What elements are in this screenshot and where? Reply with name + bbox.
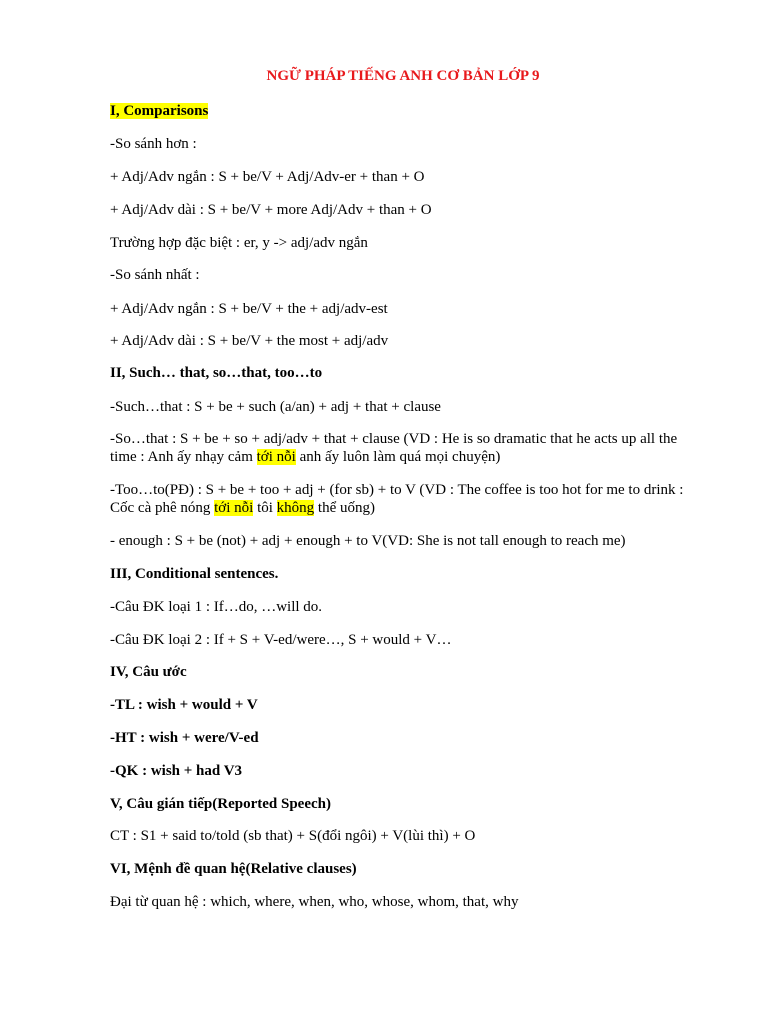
wish-present: -HT : wish + were/V-ed — [110, 730, 259, 746]
too-to-rule — [110, 481, 700, 517]
so-that-highlight: tới nỗi — [256, 449, 296, 465]
superlative-label: -So sánh nhất : — [110, 267, 200, 283]
section-heading-conditionals: III, Conditional sentences. — [110, 566, 279, 582]
superlative-short-rule: + Adj/Adv ngắn : S + be/V + the + adj/adv-est — [110, 301, 388, 317]
superlative-long-rule: + Adj/Adv dài : S + be/V + the most + adj/adv — [110, 333, 389, 349]
reported-speech-formula: CT : S1 + said to/told (sb that) + S(đổi ngôi) + V(lùi thì) + O — [110, 828, 476, 844]
conditional-type1: -Câu ĐK loại 1 : If…do, …will do. — [110, 599, 323, 615]
section-heading-reported-speech: V, Câu gián tiếp(Reported Speech) — [110, 796, 331, 812]
heading-highlight: I, Comparisons — [110, 103, 209, 119]
too-to-highlight-2: không — [276, 500, 315, 516]
wish-past: -QK : wish + had V3 — [110, 763, 243, 779]
wish-future: -TL : wish + would + V — [110, 697, 258, 713]
section-heading-relative-clauses: VI, Mệnh đề quan hệ(Relative clauses) — [110, 861, 357, 877]
section-heading-comparisons — [110, 102, 208, 120]
so-that-text-1: -So…that : S + be + so + adj/adv + that + clause (VD : He is so dramatic that he acts up all the time : Anh ấy nhạy cảm — [110, 431, 678, 465]
conditional-type2: -Câu ĐK loại 2 : If + S + V-ed/were…, S + would + V… — [110, 632, 452, 648]
comparative-label: -So sánh hơn : — [110, 136, 197, 152]
comparative-short-rule: + Adj/Adv ngắn : S + be/V + Adj/Adv-er + than + O — [110, 169, 425, 185]
document-title: NGỮ PHÁP TIẾNG ANH CƠ BẢN LỚP 9 — [266, 68, 540, 84]
so-that-text-2: anh ấy luôn làm quá mọi chuyện) — [295, 449, 501, 465]
too-to-text-2: tôi — [253, 500, 277, 516]
too-to-text-3: thể uống) — [314, 500, 375, 516]
too-to-highlight-1: tới nỗi — [214, 500, 254, 516]
so-that-rule — [110, 430, 700, 466]
section-heading-such-so-too: II, Such… that, so…that, too…to — [110, 365, 323, 381]
section-heading-wishes: IV, Câu ước — [110, 664, 187, 680]
enough-rule: - enough : S + be (not) + adj + enough + to V(VD: She is not tall enough to reach me) — [110, 533, 626, 549]
such-that-rule: -Such…that : S + be + such (a/an) + adj + that + clause — [110, 399, 441, 415]
relative-pronouns: Đại từ quan hệ : which, where, when, who, whose, whom, that, why — [110, 894, 519, 910]
comparative-special-case: Trường hợp đặc biệt : er, y -> adj/adv ngắn — [110, 235, 368, 251]
too-to-text-1: -Too…to(PĐ) : S + be + too + adj + (for sb) + to V (VD : The coffee is too hot for me to drink : Cốc cà phê nóng — [110, 482, 684, 516]
comparative-long-rule: + Adj/Adv dài : S + be/V + more Adj/Adv + than + O — [110, 202, 432, 218]
